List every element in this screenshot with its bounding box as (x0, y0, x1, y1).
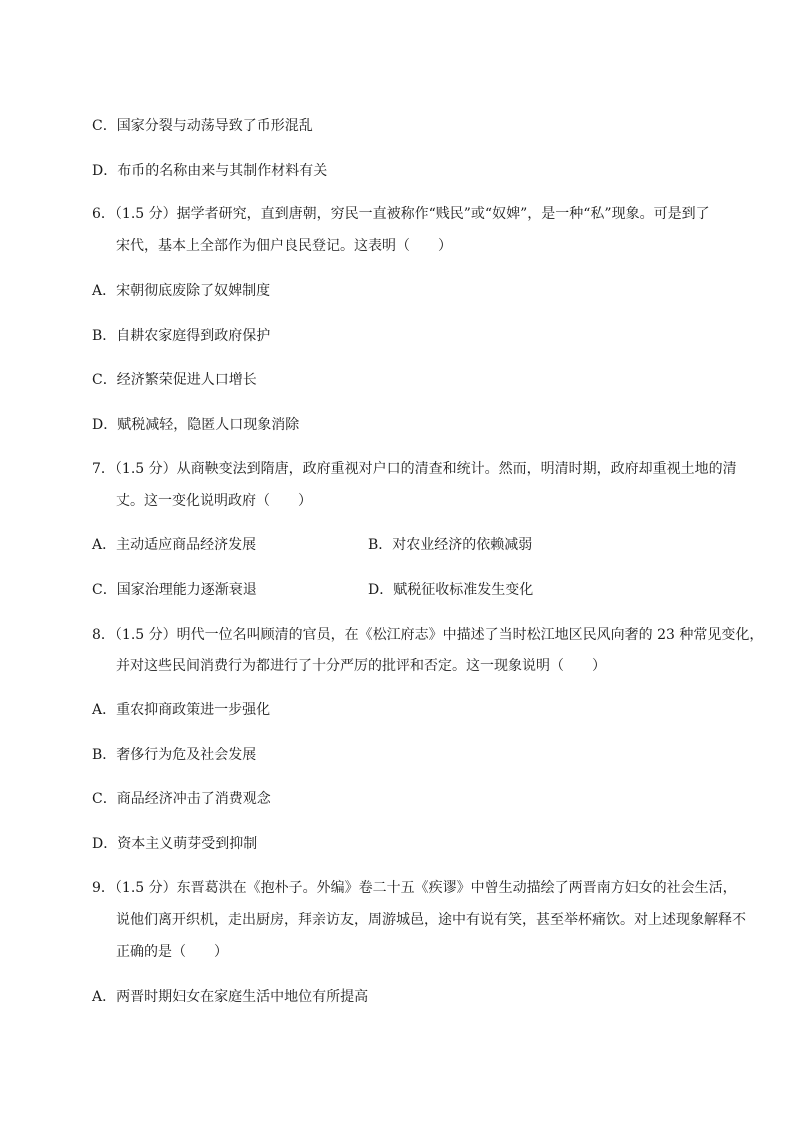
q7-stem-line-2: 丈。这一变化说明政府（ ） (116, 493, 312, 509)
q7-option-c: C．国家治理能力逐渐衰退 (92, 582, 257, 598)
q6-stem-line-2: 宋代，基本上全部作为佃户良民登记。这表明（ ） (116, 238, 452, 254)
q7-option-a: A．主动适应商品经济发展 (92, 537, 257, 553)
q8-option-b: B．奢侈行为危及社会发展 (92, 747, 257, 763)
q6-option-b: B．自耕农家庭得到政府保护 (92, 328, 271, 344)
q8-option-a: A．重农抑商政策进一步强化 (92, 702, 271, 718)
q5-option-c: C．国家分裂与动荡导致了币形混乱 (92, 118, 313, 134)
q8-stem-line-2: 并对这些民间消费行为都进行了十分严厉的批评和否定。这一现象说明（ ） (116, 658, 606, 674)
q5-option-d: D．布币的名称由来与其制作材料有关 (92, 163, 328, 179)
q6-stem-line-1: 6．（1.5 分）据学者研究，直到唐朝，穷民一直被称作“贱民”或“奴婢”，是一种“私”现象。可是到了 (92, 206, 710, 222)
q7-option-d: D．赋税征收标准发生变化 (368, 582, 534, 598)
q8-option-d: D．资本主义萌芽受到抑制 (92, 836, 258, 852)
q8-option-c: C．商品经济冲击了消费观念 (92, 791, 271, 807)
q6-option-c: C．经济繁荣促进人口增长 (92, 372, 257, 388)
q7-stem-line-1: 7．（1.5 分）从商鞅变法到隋唐，政府重视对户口的清查和统计。然而，明清时期，政府却重视土地的清 (92, 461, 737, 477)
q6-option-a: A．宋朝彻底废除了奴婢制度 (92, 283, 271, 299)
q9-option-a: A．两晋时期妇女在家庭生活中地位有所提高 (92, 989, 369, 1005)
q9-stem-line-2: 说他们离开织机，走出厨房，拜亲访友，周游城邑，途中有说有笑，甚至举杯痛饮。对上述现象解释不 (116, 912, 746, 928)
q8-stem-line-1: 8．（1.5 分）明代一位名叫顾清的官员，在《松江府志》中描述了当时松江地区民风向奢的 23 种常见变化， (92, 627, 764, 643)
q9-stem-line-1: 9．（1.5 分）东晋葛洪在《抱朴子。外编》卷二十五《疾谬》中曾生动描绘了两晋南方妇女的社会生活， (92, 880, 737, 896)
q6-option-d: D．赋税减轻，隐匿人口现象消除 (92, 417, 300, 433)
q7-option-b: B．对农业经济的依赖减弱 (368, 537, 533, 553)
q9-stem-line-3: 正确的是（ ） (116, 944, 228, 960)
